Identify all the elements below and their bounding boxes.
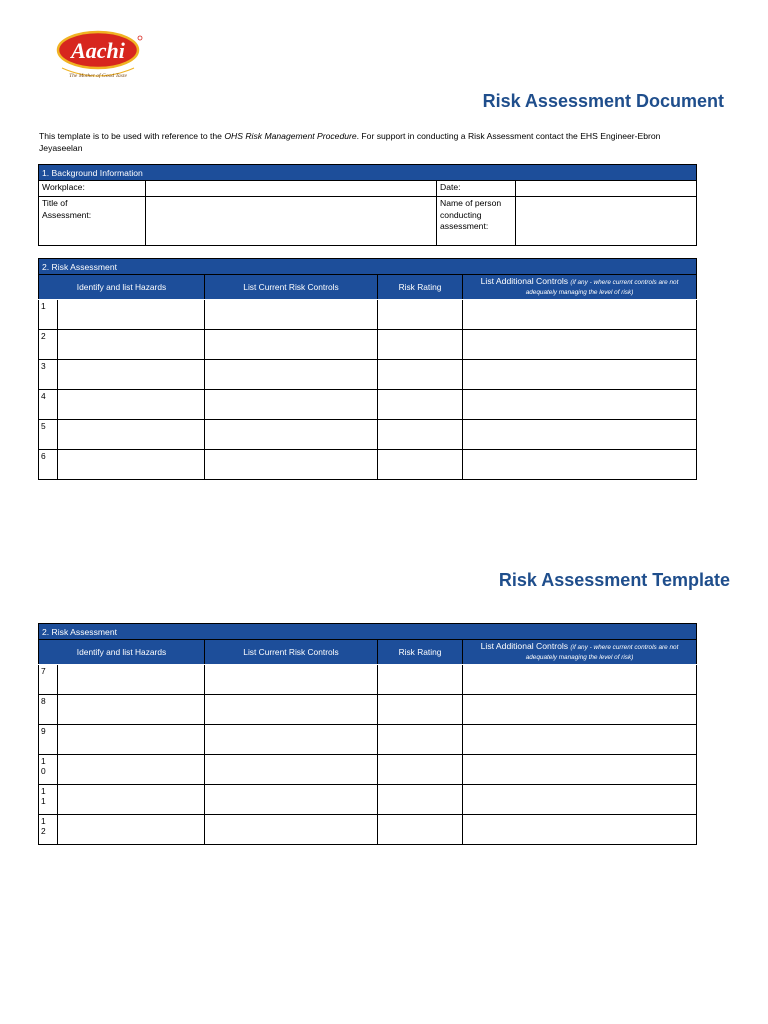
hazard-field[interactable] [58,450,205,480]
additional-controls-column-header [463,640,697,665]
current-controls-field[interactable] [205,330,378,360]
logo-brand-text: Aachi [71,38,125,63]
current-controls-field[interactable] [205,420,378,450]
risk-rating-field[interactable] [378,785,463,815]
row-number: 4 [39,390,58,420]
row-number: 1 2 [39,815,58,845]
document-title: Risk Assessment Document [482,91,724,111]
workplace-field[interactable] [146,181,437,197]
row-number: 1 1 [39,785,58,815]
additional-controls-field[interactable] [463,450,697,480]
risk-rating-field[interactable] [378,450,463,480]
table-row [39,300,697,330]
workplace-label: Workplace: [39,181,146,197]
row-number: 1 [39,300,58,330]
logo-tagline-text: The Mother of Good Taste [69,73,127,79]
risk-rating-field[interactable] [378,725,463,755]
risk-rating-field[interactable] [378,420,463,450]
current-controls-field[interactable] [205,815,378,845]
additional-controls-field[interactable] [463,420,697,450]
risk-assessment-table-2 [38,623,697,845]
risk-rating-field[interactable] [378,300,463,330]
risk-section-header-2: 2. Risk Assessment [39,624,697,640]
risk-assessment-table-1 [38,258,697,480]
additional-controls-note: (if any - where current controls are not adequately managing the level of risk) [525,644,679,661]
additional-controls-field[interactable] [463,330,697,360]
hazard-field[interactable] [58,360,205,390]
hazard-field[interactable] [58,755,205,785]
additional-controls-field[interactable] [463,725,697,755]
table-row [39,695,697,725]
current-controls-column-header: List Current Risk Controls [205,640,378,665]
intro-text-part2: . For support in conducting a Risk Assessment contact the EHS Engineer-Ebron Jeyaseelan [39,131,661,153]
person-conducting-label: Name of person conducting assessment: [437,197,516,246]
risk-rating-field[interactable] [378,815,463,845]
table-row [39,360,697,390]
additional-controls-note: (if any - where current controls are not adequately managing the level of risk) [525,279,679,296]
additional-controls-column-header [463,275,697,300]
additional-controls-field[interactable] [463,755,697,785]
hazard-field[interactable] [58,300,205,330]
risk-rating-field[interactable] [378,390,463,420]
table-row [39,755,697,785]
background-information-table [38,164,697,246]
current-controls-field[interactable] [205,755,378,785]
current-controls-field[interactable] [205,695,378,725]
hazards-column-header: Identify and list Hazards [39,640,205,665]
risk-rating-column-header: Risk Rating [378,275,463,300]
risk-section-header-1: 2. Risk Assessment [39,259,697,275]
row-number: 1 0 [39,755,58,785]
risk-rating-field[interactable] [378,695,463,725]
assessment-title-label: Title of Assessment: [39,197,146,246]
date-field[interactable] [516,181,697,197]
table-row [39,785,697,815]
row-number: 6 [39,450,58,480]
current-controls-column-header: List Current Risk Controls [205,275,378,300]
additional-controls-label: List Additional Controls [480,276,569,286]
current-controls-field[interactable] [205,300,378,330]
row-number: 3 [39,360,58,390]
table-row [39,725,697,755]
risk-rating-field[interactable] [378,665,463,695]
hazard-field[interactable] [58,695,205,725]
current-controls-field[interactable] [205,360,378,390]
hazards-column-header: Identify and list Hazards [39,275,205,300]
aachi-logo [52,28,148,82]
assessment-title-field[interactable] [146,197,437,246]
table-row [39,330,697,360]
background-section-header: 1. Background Information [39,165,697,181]
hazard-field[interactable] [58,390,205,420]
risk-rating-field[interactable] [378,755,463,785]
date-label: Date: [437,181,516,197]
additional-controls-field[interactable] [463,300,697,330]
intro-text-part1: This template is to be used with reference to the [39,131,225,141]
hazard-field[interactable] [58,815,205,845]
hazard-field[interactable] [58,785,205,815]
additional-controls-field[interactable] [463,815,697,845]
additional-controls-label: List Additional Controls [480,641,569,651]
additional-controls-field[interactable] [463,360,697,390]
current-controls-field[interactable] [205,390,378,420]
current-controls-field[interactable] [205,450,378,480]
hazard-field[interactable] [58,665,205,695]
intro-paragraph [39,130,699,154]
hazard-field[interactable] [58,420,205,450]
risk-rating-field[interactable] [378,360,463,390]
risk-rating-column-header: Risk Rating [378,640,463,665]
current-controls-field[interactable] [205,665,378,695]
intro-procedure-link: OHS Risk Management Procedure [224,131,357,141]
table-row [39,390,697,420]
row-number: 8 [39,695,58,725]
table-row [39,420,697,450]
template-title: Risk Assessment Template [498,570,730,590]
table-row [39,450,697,480]
hazard-field[interactable] [58,330,205,360]
additional-controls-field[interactable] [463,665,697,695]
hazard-field[interactable] [58,725,205,755]
current-controls-field[interactable] [205,725,378,755]
additional-controls-field[interactable] [463,785,697,815]
row-number: 5 [39,420,58,450]
row-number: 7 [39,665,58,695]
person-conducting-field[interactable] [516,197,697,246]
current-controls-field[interactable] [205,785,378,815]
risk-rating-field[interactable] [378,330,463,360]
row-number: 9 [39,725,58,755]
table-row [39,815,697,845]
row-number: 2 [39,330,58,360]
additional-controls-field[interactable] [463,390,697,420]
additional-controls-field[interactable] [463,695,697,725]
table-row [39,665,697,695]
